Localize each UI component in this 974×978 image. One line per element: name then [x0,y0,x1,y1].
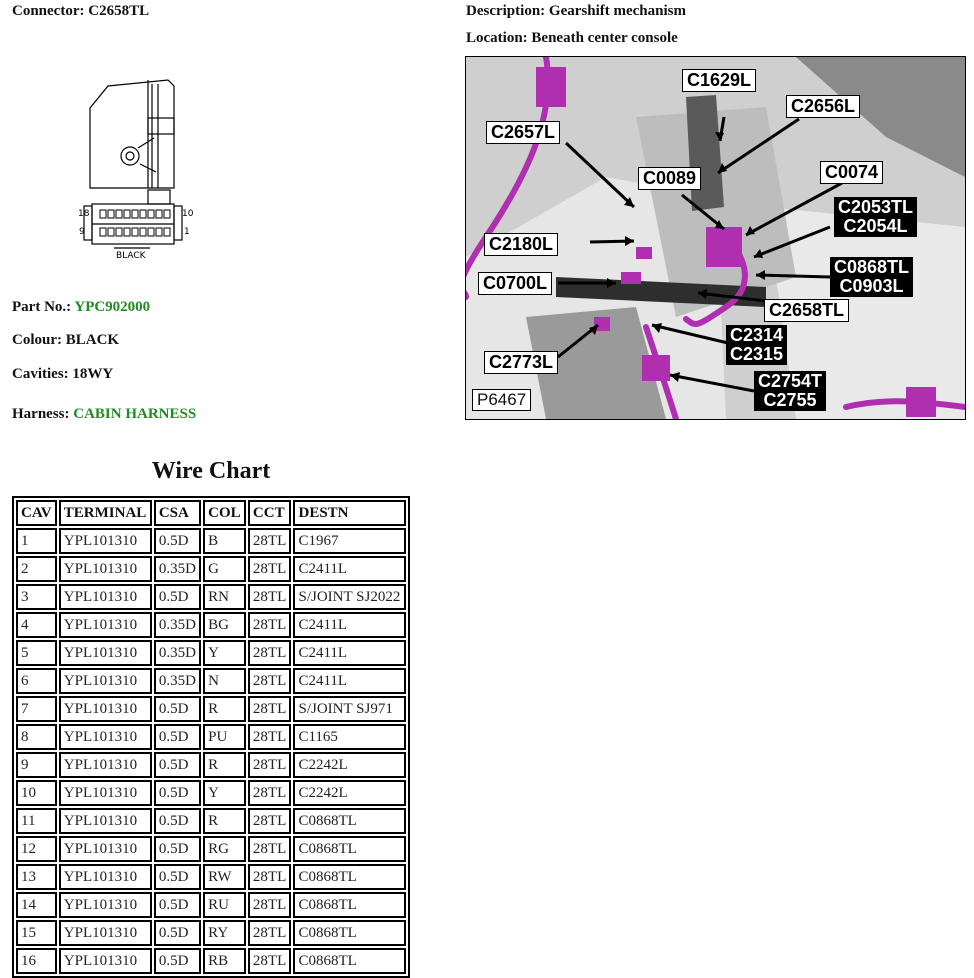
cell-terminal: YPL101310 [59,752,152,778]
table-row [16,892,406,918]
table-row [16,696,406,722]
connector-label: Connector: [12,3,85,19]
cell-cav: 15 [16,920,57,946]
callout-c2657l: C2657L [486,121,560,144]
cell-destn: C0868TL [293,808,406,834]
cell-csa: 0.35D [154,668,201,694]
cell-destn: C0868TL [293,920,406,946]
cell-terminal: YPL101310 [59,528,152,554]
cell-col: Y [203,780,246,806]
part-no-field [12,299,150,316]
cell-terminal: YPL101310 [59,808,152,834]
cell-cct: 28TL [248,920,292,946]
wire-chart-header-row [16,500,406,526]
callout-c0074: C0074 [820,161,883,184]
cell-cct: 28TL [248,948,292,974]
cell-terminal: YPL101310 [59,920,152,946]
callout-c0868tl [830,257,913,297]
cell-col: RB [203,948,246,974]
cell-terminal: YPL101310 [59,612,152,638]
callout-c2755-line2: C2755 [763,390,817,410]
cell-terminal: YPL101310 [59,864,152,890]
cell-terminal: YPL101310 [59,584,152,610]
harness-label: Harness: [12,406,70,422]
callout-c2754t-line1: C2754T [758,371,823,391]
cell-csa: 0.5D [154,780,201,806]
callout-c2754t [754,371,826,411]
cell-col: Y [203,640,246,666]
cell-cct: 28TL [248,556,292,582]
wire-chart-title: Wire Chart [151,458,271,484]
table-row [16,584,406,610]
table-row [16,612,406,638]
cell-col: RN [203,584,246,610]
wire-chart-table [12,496,410,978]
callout-c2314-line1: C2314 [730,325,784,345]
cell-cav: 3 [16,584,57,610]
callout-c2053tl [834,197,917,237]
description-field [466,3,686,20]
description-value: Gearshift mechanism [548,3,686,19]
cell-destn: C2411L [293,668,406,694]
callout-c0903l-line2: C0903L [839,276,904,296]
cell-col: RG [203,836,246,862]
callout-c2773l: C2773L [484,351,558,374]
cell-cav: 14 [16,892,57,918]
cell-destn: C0868TL [293,892,406,918]
cell-csa: 0.5D [154,836,201,862]
cell-cav: 4 [16,612,57,638]
table-row [16,724,406,750]
harness-field [12,406,196,423]
cell-cav: 8 [16,724,57,750]
cell-cct: 28TL [248,668,292,694]
cell-cct: 28TL [248,892,292,918]
cell-destn: S/JOINT SJ2022 [293,584,406,610]
cell-col: PU [203,724,246,750]
cell-cav: 7 [16,696,57,722]
cell-col: RY [203,920,246,946]
cell-cct: 28TL [248,724,292,750]
cell-csa: 0.5D [154,808,201,834]
cell-cct: 28TL [248,864,292,890]
cell-col: RW [203,864,246,890]
cell-terminal: YPL101310 [59,640,152,666]
cell-csa: 0.5D [154,948,201,974]
cell-col: N [203,668,246,694]
callout-c1629l: C1629L [682,69,756,92]
callout-c2180l: C2180L [484,233,558,256]
cell-terminal: YPL101310 [59,892,152,918]
cell-destn: C2242L [293,780,406,806]
cell-cav: 16 [16,948,57,974]
table-row [16,556,406,582]
cell-csa: 0.5D [154,528,201,554]
cell-terminal: YPL101310 [59,780,152,806]
location-field [466,30,678,47]
cell-cav: 12 [16,836,57,862]
table-row [16,948,406,974]
header-csa: CSA [154,500,201,526]
table-row [16,836,406,862]
cell-terminal: YPL101310 [59,836,152,862]
header-col: COL [203,500,246,526]
wire-chart-body [16,528,406,974]
callout-c2656l: C2656L [786,95,860,118]
callout-c0700l: C0700L [478,272,552,295]
cell-destn: S/JOINT SJ971 [293,696,406,722]
table-row [16,528,406,554]
callout-c2314 [726,325,787,365]
cell-cct: 28TL [248,808,292,834]
cell-cav: 10 [16,780,57,806]
table-row [16,808,406,834]
description-label: Description: [466,3,546,19]
table-row [16,920,406,946]
cell-terminal: YPL101310 [59,948,152,974]
cell-cav: 1 [16,528,57,554]
cell-cct: 28TL [248,752,292,778]
cell-csa: 0.5D [154,892,201,918]
cell-cav: 5 [16,640,57,666]
harness-link[interactable]: CABIN HARNESS [73,406,197,422]
cell-cav: 13 [16,864,57,890]
cell-destn: C0868TL [293,948,406,974]
cell-cav: 2 [16,556,57,582]
cell-col: B [203,528,246,554]
cell-cct: 28TL [248,836,292,862]
cell-terminal: YPL101310 [59,668,152,694]
colour-value: BLACK [65,332,120,348]
callout-c2658tl: C2658TL [764,299,849,322]
callout-c2054l-line2: C2054L [843,216,908,236]
cell-cct: 28TL [248,612,292,638]
cell-cav: 9 [16,752,57,778]
header-cav: CAV [16,500,57,526]
cell-col: BG [203,612,246,638]
cell-destn: C2411L [293,556,406,582]
cell-destn: C0868TL [293,836,406,862]
cell-cct: 28TL [248,640,292,666]
cell-col: RU [203,892,246,918]
cell-csa: 0.35D [154,640,201,666]
cell-col: R [203,696,246,722]
callout-c0868tl-line1: C0868TL [834,257,910,277]
table-row [16,668,406,694]
pin-label-10: 10 [182,209,194,219]
location-photo [465,56,966,420]
cell-col: R [203,752,246,778]
connector-value: C2658TL [88,3,150,19]
table-row [16,864,406,890]
location-label: Location: [466,30,528,46]
cell-destn: C2411L [293,612,406,638]
callout-c0089: C0089 [638,167,701,190]
table-row [16,752,406,778]
cell-destn: C0868TL [293,864,406,890]
cell-col: R [203,808,246,834]
cell-cct: 28TL [248,584,292,610]
cell-csa: 0.5D [154,864,201,890]
cell-csa: 0.5D [154,724,201,750]
cell-destn: C1165 [293,724,406,750]
cell-destn: C1967 [293,528,406,554]
header-cct: CCT [248,500,292,526]
table-row [16,780,406,806]
cell-csa: 0.35D [154,612,201,638]
header-destn: DESTN [293,500,406,526]
cell-cav: 6 [16,668,57,694]
pin-label-9: 9 [79,227,85,237]
photo-id: P6467 [472,389,531,411]
cell-csa: 0.5D [154,584,201,610]
header-terminal: TERMINAL [59,500,152,526]
pin-label-1: 1 [184,227,190,237]
cell-csa: 0.5D [154,696,201,722]
pin-label-18: 18 [78,209,90,219]
sketch-colour-label: BLACK [116,251,146,261]
colour-label: Colour: [12,332,62,348]
cell-terminal: YPL101310 [59,696,152,722]
part-no-link[interactable]: YPC902000 [74,299,151,315]
cell-terminal: YPL101310 [59,556,152,582]
cell-cct: 28TL [248,528,292,554]
location-value: Beneath center console [531,30,678,46]
callout-c2053tl-line1: C2053TL [838,197,914,217]
cell-col: G [203,556,246,582]
cell-csa: 0.5D [154,752,201,778]
cell-cct: 28TL [248,780,292,806]
connector-field [12,3,149,20]
table-row [16,640,406,666]
callout-c2315-line2: C2315 [730,344,784,364]
part-no-label: Part No.: [12,299,72,315]
cell-csa: 0.5D [154,920,201,946]
cell-csa: 0.35D [154,556,201,582]
cavities-field [12,366,113,383]
cavities-label: Cavities: [12,366,69,382]
cell-cav: 11 [16,808,57,834]
connector-sketch [78,78,198,263]
cell-cct: 28TL [248,696,292,722]
cavities-value: 18WY [72,366,114,382]
cell-destn: C2242L [293,752,406,778]
cell-terminal: YPL101310 [59,724,152,750]
colour-field [12,332,119,349]
cell-destn: C2411L [293,640,406,666]
